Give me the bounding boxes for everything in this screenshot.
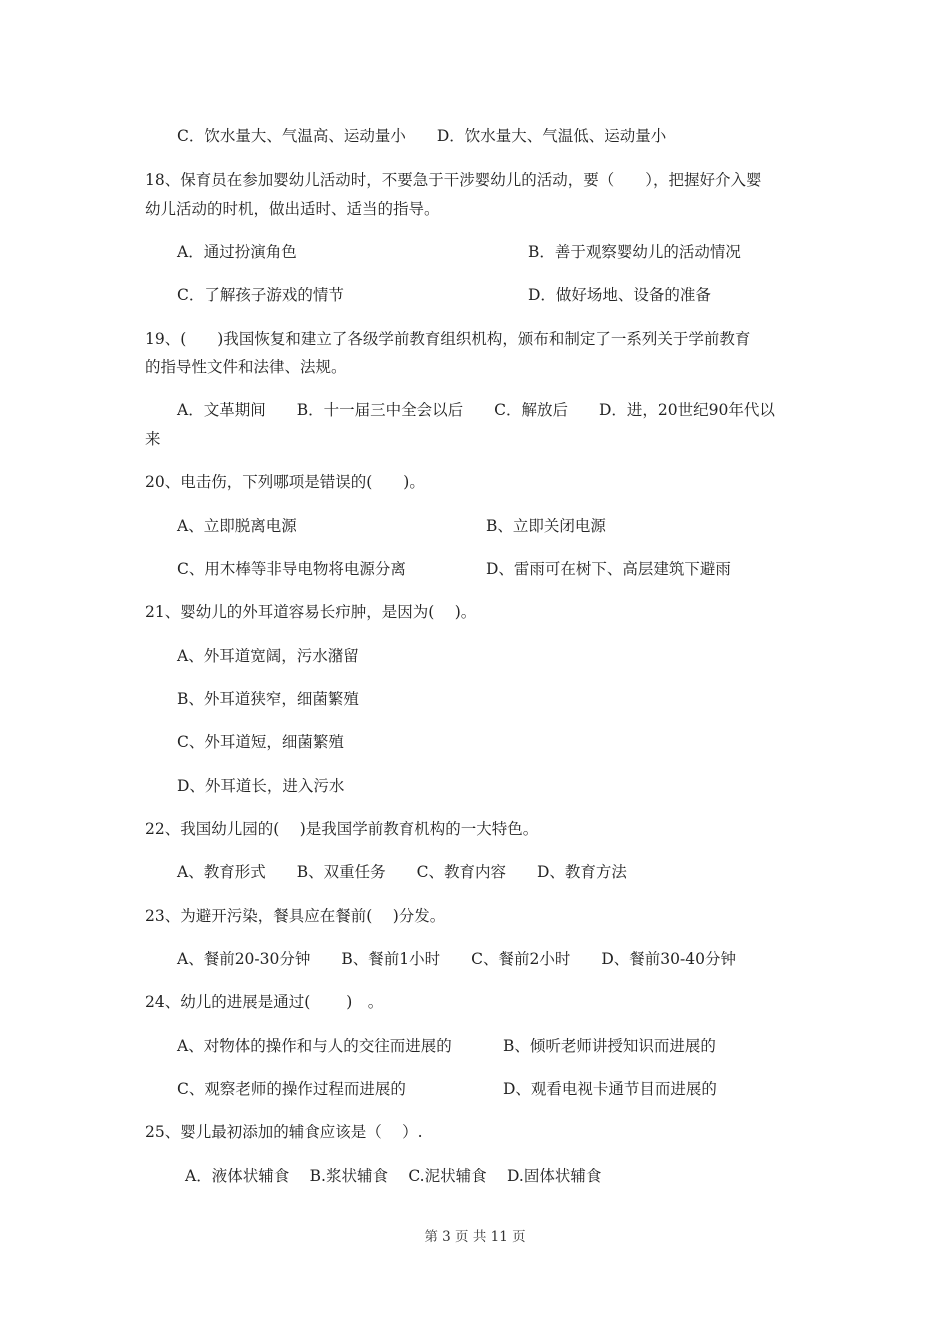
q17-options-cd: C．饮水量大、气温高、运动量小 D．饮水量大、气温低、运动量小 [177,127,667,145]
q25-options: A．液体状辅食 B.浆状辅食 C.泥状辅食 D.固体状辅食 [185,1167,602,1185]
q21-option-c: C、外耳道短，细菌繁殖 [177,733,344,751]
q22-stem: 22、我国幼儿园的( )是我国学前教育机构的一大特色。 [145,820,539,838]
q24-stem: 24、幼儿的进展是通过( ) 。 [145,993,384,1011]
q24-option-b: B、倾听老师讲授知识而进展的 [503,1037,716,1055]
q25-stem: 25、婴儿最初添加的辅食应该是（ ）. [145,1123,423,1141]
page-footer: 第 3 页 共 11 页 [424,1229,526,1245]
q18-option-b: B．善于观察婴幼儿的活动情况 [528,243,741,261]
q18-option-c: C．了解孩子游戏的情节 [177,286,344,304]
q19-options-cont: 来 [145,430,161,448]
q20-option-d: D、雷雨可在树下、高层建筑下避雨 [486,560,731,578]
q22-options: A、教育形式 B、双重任务 C、教育内容 D、教育方法 [177,863,627,881]
q21-option-d: D、外耳道长，进入污水 [177,777,345,795]
q18-option-a: A．通过扮演角色 [177,243,297,261]
q20-option-c: C、用木棒等非导电物将电源分离 [177,560,406,578]
q19-stem-line1: 19、( )我国恢复和建立了各级学前教育组织机构，颁布和制定了一系列关于学前教育 [145,330,751,348]
q20-option-a: A、立即脱离电源 [177,517,297,535]
q24-option-a: A、对物体的操作和与人的交往而进展的 [177,1037,452,1055]
q19-stem-line2: 的指导性文件和法律、法规。 [145,358,347,376]
q21-stem: 21、婴幼儿的外耳道容易长疖肿，是因为( )。 [145,603,477,621]
q19-options: A．文革期间 B．十一届三中全会以后 C．解放后 D．进，20世纪90年代以 [177,401,775,419]
q20-option-b: B、立即关闭电源 [486,517,606,535]
q21-option-a: A、外耳道宽阔，污水潴留 [177,647,359,665]
q23-options: A、餐前20-30分钟 B、餐前1小时 C、餐前2小时 D、餐前30-40分钟 [177,950,736,968]
q23-stem: 23、为避开污染，餐具应在餐前( )分发。 [145,907,446,925]
q18-stem-line1: 18、保育员在参加婴幼儿活动时，不要急于干涉婴幼儿的活动，要（ ），把握好介入婴 [145,171,762,189]
q20-stem: 20、电击伤，下列哪项是错误的( )。 [145,473,425,491]
q21-option-b: B、外耳道狭窄，细菌繁殖 [177,690,359,708]
q18-option-d: D．做好场地、设备的准备 [528,286,711,304]
q18-stem-line2: 幼儿活动的时机，做出适时、适当的指导。 [145,200,440,218]
q24-option-c: C、观察老师的操作过程而进展的 [177,1080,406,1098]
q24-option-d: D、观看电视卡通节目而进展的 [503,1080,717,1098]
